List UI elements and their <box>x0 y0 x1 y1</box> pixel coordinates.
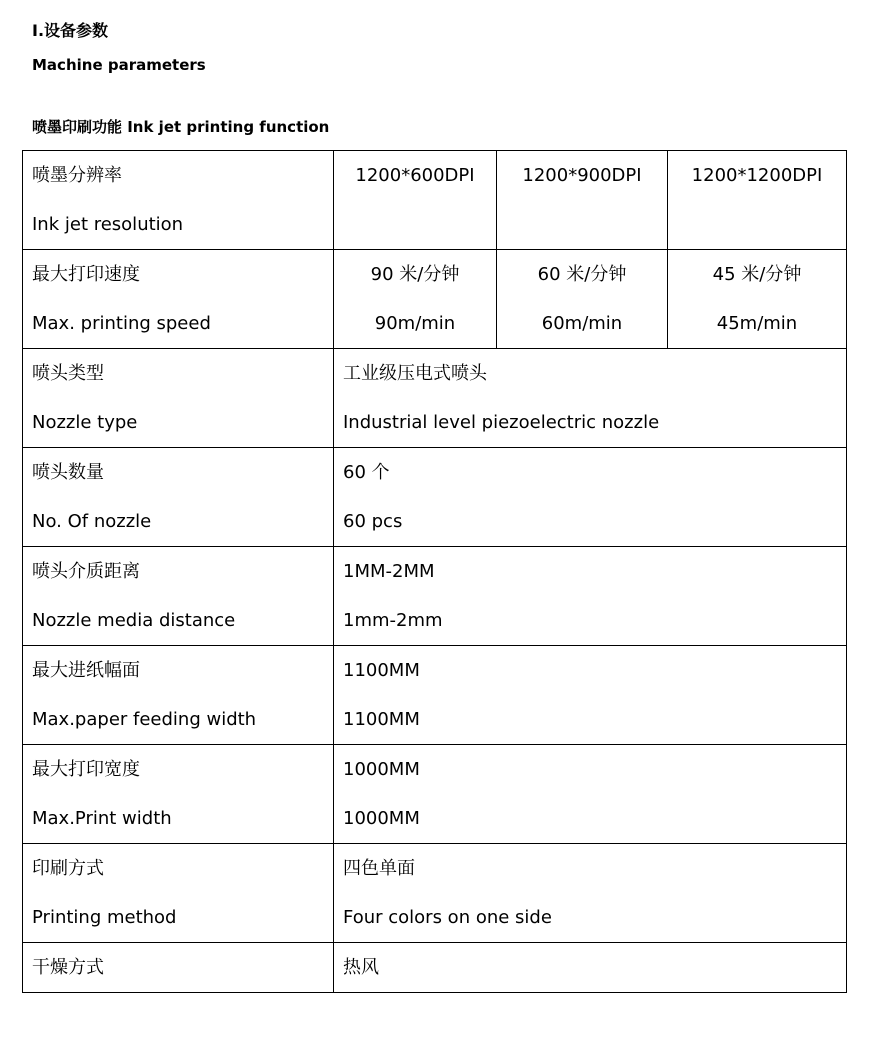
resolution-label-cell <box>23 151 334 250</box>
table-row-print-width <box>23 745 847 844</box>
resolution-label-cn: 喷墨分辨率 <box>32 165 122 186</box>
resolution-value-1: 1200*600DPI <box>334 151 497 250</box>
print-method-label-cell: 印刷方式 Printing method <box>23 844 334 943</box>
nozzle-type-label-cell: 喷头类型 Nozzle type <box>23 349 334 448</box>
speed-value-3: 45 米/分钟 45m/min <box>668 250 847 349</box>
section-title: I.设备参数 <box>32 21 109 40</box>
print-width-label-cell: 最大打印宽度 Max.Print width <box>23 745 334 844</box>
nozzle-count-value-cell: 60 个 60 pcs <box>334 448 847 547</box>
table-row-nozzle-count <box>23 448 847 547</box>
table-row-speed <box>23 250 847 349</box>
drying-label-cell: 干燥方式 <box>23 943 334 993</box>
speed-label-cell <box>23 250 334 349</box>
table-row-print-method <box>23 844 847 943</box>
feed-width-label-cell: 最大进纸幅面 Max.paper feeding width <box>23 646 334 745</box>
table-row-feed-width <box>23 646 847 745</box>
function-title: 喷墨印刷功能 Ink jet printing function <box>32 118 330 136</box>
table-row-drying <box>23 943 847 993</box>
nozzle-type-value-cell: 工业级压电式喷头 Industrial level piezoelectric nozzle <box>334 349 847 448</box>
nozzle-count-label-cell: 喷头数量 No. Of nozzle <box>23 448 334 547</box>
speed-label-en: Max. printing speed <box>32 313 211 334</box>
table-row-nozzle-type <box>23 349 847 448</box>
print-width-value-cell: 1000MM 1000MM <box>334 745 847 844</box>
print-method-value-cell: 四色单面 Four colors on one side <box>334 844 847 943</box>
feed-width-value-cell: 1100MM 1100MM <box>334 646 847 745</box>
media-distance-label-cell: 喷头介质距离 Nozzle media distance <box>23 547 334 646</box>
table-row-resolution <box>23 151 847 250</box>
speed-label-cn: 最大打印速度 <box>32 264 140 285</box>
table-row-media-distance <box>23 547 847 646</box>
speed-value-1: 90 米/分钟 90m/min <box>334 250 497 349</box>
resolution-value-3: 1200*1200DPI <box>668 151 847 250</box>
media-distance-value-cell: 1MM-2MM 1mm-2mm <box>334 547 847 646</box>
speed-value-2: 60 米/分钟 60m/min <box>497 250 668 349</box>
section-subtitle: Machine parameters <box>32 56 206 74</box>
drying-value-cell: 热风 <box>334 943 847 993</box>
resolution-value-2: 1200*900DPI <box>497 151 668 250</box>
resolution-label-en: Ink jet resolution <box>32 214 184 235</box>
machine-parameters-table <box>22 150 847 993</box>
